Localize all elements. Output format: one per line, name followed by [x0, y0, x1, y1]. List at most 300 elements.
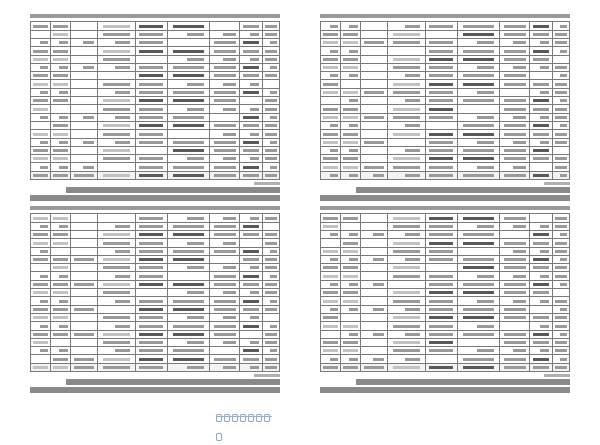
illegible-text	[214, 74, 236, 77]
illegible-text	[477, 225, 495, 228]
table-cell	[500, 155, 530, 163]
table-cell	[500, 80, 530, 88]
table-cell	[425, 222, 457, 230]
table-cell	[340, 305, 360, 313]
illegible-text	[513, 300, 525, 303]
table-row	[31, 88, 280, 96]
table-cell	[340, 264, 360, 272]
table-cell	[530, 247, 552, 255]
table-cell	[425, 280, 457, 288]
table-cell	[50, 272, 70, 280]
illegible-text	[330, 25, 338, 28]
illegible-text	[349, 283, 357, 286]
illegible-text	[429, 366, 453, 369]
table-cell	[240, 355, 262, 363]
illegible-text	[429, 300, 453, 303]
table-cell	[98, 330, 135, 338]
table-cell	[135, 30, 167, 38]
table-cell	[240, 347, 262, 355]
illegible-text	[343, 242, 357, 245]
table-cell	[31, 297, 51, 305]
illegible-text	[513, 66, 525, 69]
illegible-text	[540, 325, 549, 328]
table-cell	[340, 80, 360, 88]
table-cell	[360, 72, 387, 80]
table-cell	[240, 121, 262, 129]
illegible-text	[115, 349, 131, 352]
table-cell	[210, 138, 240, 146]
table-cell	[240, 163, 262, 171]
illegible-text	[533, 233, 549, 236]
illegible-text	[323, 225, 337, 228]
illegible-text	[173, 174, 204, 177]
table-cell	[530, 297, 552, 305]
illegible-text	[243, 74, 259, 77]
table-cell	[210, 363, 240, 371]
table-cell	[240, 55, 262, 63]
illegible-text	[250, 108, 259, 111]
table-row	[31, 272, 280, 280]
table-cell	[360, 97, 387, 105]
illegible-text	[139, 283, 163, 286]
illegible-text	[533, 124, 549, 127]
table-cell	[552, 230, 569, 238]
table-cell	[340, 163, 360, 171]
table-cell	[210, 305, 240, 313]
table-cell	[360, 230, 387, 238]
table-row	[321, 55, 570, 63]
illegible-text	[429, 341, 453, 344]
illegible-text	[429, 166, 453, 169]
table-row	[31, 47, 280, 55]
table-row	[321, 72, 570, 80]
table-cell	[70, 305, 97, 313]
table-cell	[98, 30, 135, 38]
table-cell	[262, 297, 279, 305]
table-cell	[135, 97, 167, 105]
table-cell	[500, 289, 530, 297]
illegible-text	[265, 366, 277, 369]
table-cell	[135, 171, 167, 179]
illegible-text	[83, 116, 94, 119]
table-row	[31, 239, 280, 247]
table-cell	[167, 247, 209, 255]
table-cell	[70, 313, 97, 321]
table-cell	[552, 63, 569, 71]
illegible-text	[187, 108, 205, 111]
table-row	[31, 222, 280, 230]
illegible-text	[139, 133, 163, 136]
table-cell	[70, 355, 97, 363]
table-cell	[340, 280, 360, 288]
table-cell	[388, 347, 425, 355]
table-row	[321, 97, 570, 105]
table-cell	[425, 38, 457, 46]
table-cell	[500, 347, 530, 355]
illegible-text	[533, 83, 549, 86]
table-cell	[98, 155, 135, 163]
table-cell	[167, 88, 209, 96]
table-cell	[457, 264, 499, 272]
ledger-panel-bottom-right	[312, 210, 578, 394]
table-cell	[262, 163, 279, 171]
table-cell	[167, 222, 209, 230]
illegible-text	[463, 233, 494, 236]
illegible-text	[214, 225, 236, 228]
table-row	[31, 105, 280, 113]
illegible-text	[33, 333, 47, 336]
table-cell	[210, 289, 240, 297]
table-cell	[98, 47, 135, 55]
illegible-text	[393, 41, 421, 44]
illegible-text	[323, 266, 337, 269]
table-cell	[360, 171, 387, 179]
table-cell	[70, 338, 97, 346]
illegible-text	[323, 141, 337, 144]
table-cell	[31, 130, 51, 138]
illegible-text	[429, 83, 453, 86]
illegible-text	[393, 58, 421, 61]
table-row	[31, 113, 280, 121]
illegible-text	[214, 333, 236, 336]
illegible-text	[429, 141, 453, 144]
table-cell	[210, 72, 240, 80]
illegible-text	[250, 291, 259, 294]
illegible-text	[504, 149, 526, 152]
table-cell	[457, 47, 499, 55]
table-cell	[98, 322, 135, 330]
table-cell	[457, 214, 499, 222]
table-cell	[552, 138, 569, 146]
table-cell	[360, 289, 387, 297]
illegible-text	[265, 283, 277, 286]
table-cell	[210, 297, 240, 305]
illegible-text	[349, 50, 357, 53]
table-cell	[98, 230, 135, 238]
illegible-text	[33, 291, 47, 294]
table-cell	[262, 80, 279, 88]
illegible-text	[265, 74, 277, 77]
illegible-text	[555, 275, 567, 278]
table-cell	[240, 289, 262, 297]
illegible-text	[393, 116, 421, 119]
illegible-text	[243, 41, 259, 44]
illegible-text	[270, 141, 277, 144]
illegible-text	[560, 333, 567, 336]
panel-subtitle-bar	[356, 187, 570, 193]
illegible-text	[214, 66, 236, 69]
table-cell	[500, 264, 530, 272]
illegible-text	[477, 325, 495, 328]
illegible-text	[349, 74, 357, 77]
illegible-text	[40, 41, 48, 44]
illegible-text	[223, 133, 235, 136]
illegible-text	[173, 124, 204, 127]
illegible-text	[173, 141, 204, 144]
illegible-text	[103, 358, 131, 361]
table-cell	[552, 355, 569, 363]
illegible-text	[504, 124, 526, 127]
table-cell	[340, 347, 360, 355]
illegible-text	[270, 250, 277, 253]
illegible-text	[250, 217, 259, 220]
illegible-text	[33, 83, 47, 86]
table-cell	[262, 88, 279, 96]
illegible-text	[187, 366, 205, 369]
table-cell	[457, 338, 499, 346]
illegible-text	[504, 366, 526, 369]
illegible-text	[187, 83, 205, 86]
table-row	[321, 47, 570, 55]
table-cell	[262, 264, 279, 272]
illegible-text	[243, 283, 259, 286]
table-header-row	[321, 363, 570, 371]
table-cell	[135, 113, 167, 121]
illegible-text	[53, 333, 67, 336]
illegible-text	[349, 258, 357, 261]
table-cell	[457, 247, 499, 255]
table-header-row	[321, 171, 570, 179]
illegible-text	[115, 41, 131, 44]
illegible-text	[393, 291, 421, 294]
illegible-text	[429, 157, 453, 160]
table-cell	[530, 313, 552, 321]
table-cell	[135, 146, 167, 154]
table-cell	[262, 305, 279, 313]
illegible-text	[103, 50, 131, 53]
table-cell	[167, 239, 209, 247]
illegible-text	[429, 99, 453, 102]
illegible-text	[33, 174, 47, 177]
table-cell	[70, 289, 97, 297]
table-cell	[530, 322, 552, 330]
illegible-text	[223, 217, 235, 220]
illegible-text	[243, 300, 259, 303]
table-cell	[530, 30, 552, 38]
illegible-text	[504, 283, 526, 286]
table-cell	[70, 80, 97, 88]
illegible-text	[243, 308, 259, 311]
table-cell	[552, 214, 569, 222]
table-cell	[500, 305, 530, 313]
illegible-text	[343, 291, 357, 294]
illegible-text	[250, 83, 259, 86]
table-cell	[240, 222, 262, 230]
illegible-text	[243, 358, 259, 361]
table-cell	[135, 121, 167, 129]
table-cell	[262, 239, 279, 247]
table-cell	[167, 297, 209, 305]
table-row	[321, 63, 570, 71]
table-cell	[31, 138, 51, 146]
illegible-text	[139, 116, 163, 119]
table-cell	[98, 214, 135, 222]
illegible-text	[343, 166, 357, 169]
table-cell	[530, 146, 552, 154]
table-cell	[321, 30, 341, 38]
illegible-text	[33, 149, 47, 152]
table-cell	[530, 72, 552, 80]
illegible-text	[533, 174, 549, 177]
table-cell	[457, 222, 499, 230]
table-cell	[425, 146, 457, 154]
illegible-text	[243, 50, 259, 53]
illegible-text	[214, 283, 236, 286]
table-cell	[167, 355, 209, 363]
table-cell	[50, 305, 70, 313]
illegible-text	[555, 33, 567, 36]
table-cell	[240, 322, 262, 330]
table-cell	[530, 55, 552, 63]
table-cell	[98, 171, 135, 179]
table-cell	[530, 355, 552, 363]
illegible-text	[173, 250, 204, 253]
table-cell	[457, 121, 499, 129]
illegible-text	[214, 325, 236, 328]
table-cell	[135, 247, 167, 255]
table-row	[31, 163, 280, 171]
table-row	[321, 330, 570, 338]
table-cell	[240, 113, 262, 121]
illegible-text	[393, 325, 421, 328]
illegible-text	[53, 316, 67, 319]
table-cell	[321, 138, 341, 146]
table-cell	[425, 230, 457, 238]
table-row	[31, 97, 280, 105]
table-cell	[340, 255, 360, 263]
table-row	[31, 121, 280, 129]
table-cell	[240, 239, 262, 247]
table-cell	[167, 305, 209, 313]
table-cell	[340, 230, 360, 238]
table-cell	[262, 22, 279, 30]
table-cell	[31, 355, 51, 363]
table-cell	[425, 105, 457, 113]
table-cell	[552, 22, 569, 30]
table-cell	[457, 80, 499, 88]
table-cell	[50, 105, 70, 113]
table-cell	[500, 214, 530, 222]
table-cell	[135, 38, 167, 46]
table-cell	[552, 121, 569, 129]
table-cell	[31, 247, 51, 255]
table-cell	[425, 338, 457, 346]
illegible-text	[405, 174, 421, 177]
table-cell	[388, 239, 425, 247]
illegible-text	[463, 74, 494, 77]
illegible-text	[139, 25, 163, 28]
table-cell	[50, 230, 70, 238]
table-cell	[240, 171, 262, 179]
table-cell	[70, 363, 97, 371]
illegible-text	[33, 108, 47, 111]
illegible-text	[223, 58, 235, 61]
table-cell	[530, 280, 552, 288]
illegible-text	[373, 333, 384, 336]
table-row	[31, 130, 280, 138]
table-cell	[425, 272, 457, 280]
table-cell	[321, 363, 341, 371]
table-cell	[31, 230, 51, 238]
illegible-text	[83, 141, 94, 144]
table-cell	[552, 163, 569, 171]
illegible-text	[40, 275, 48, 278]
illegible-text	[103, 333, 131, 336]
table-cell	[552, 272, 569, 280]
illegible-text	[250, 341, 259, 344]
illegible-text	[53, 83, 67, 86]
illegible-text	[555, 341, 567, 344]
table-cell	[457, 22, 499, 30]
table-cell	[530, 47, 552, 55]
table-cell	[425, 113, 457, 121]
table-cell	[98, 272, 135, 280]
illegible-text	[540, 116, 549, 119]
illegible-text	[214, 41, 236, 44]
table-cell	[31, 121, 51, 129]
illegible-text	[393, 225, 421, 228]
table-cell	[98, 247, 135, 255]
illegible-text	[364, 366, 384, 369]
illegible-text	[270, 91, 277, 94]
illegible-text	[243, 233, 259, 236]
illegible-text	[265, 258, 277, 261]
illegible-text	[214, 149, 236, 152]
table-cell	[70, 239, 97, 247]
illegible-text	[504, 174, 526, 177]
illegible-text	[59, 166, 67, 169]
panel-subtitle-bar	[66, 379, 280, 385]
table-cell	[388, 130, 425, 138]
table-cell	[530, 171, 552, 179]
illegible-text	[560, 99, 567, 102]
table-cell	[388, 155, 425, 163]
illegible-text	[53, 358, 67, 361]
illegible-text	[343, 58, 357, 61]
illegible-text	[270, 300, 277, 303]
illegible-text	[103, 149, 131, 152]
table-cell	[340, 222, 360, 230]
table-cell	[98, 305, 135, 313]
illegible-text	[243, 225, 259, 228]
table-cell	[530, 272, 552, 280]
illegible-text	[429, 349, 453, 352]
illegible-text	[393, 133, 421, 136]
illegible-text	[173, 91, 204, 94]
table-cell	[50, 239, 70, 247]
illegible-text	[59, 349, 67, 352]
table-cell	[70, 72, 97, 80]
illegible-text	[323, 366, 337, 369]
table-cell	[340, 38, 360, 46]
illegible-text	[429, 41, 453, 44]
table-cell	[135, 272, 167, 280]
table-cell	[98, 280, 135, 288]
table-cell	[135, 72, 167, 80]
illegible-text	[265, 108, 277, 111]
table-cell	[425, 305, 457, 313]
illegible-text	[74, 174, 94, 177]
table-cell	[262, 330, 279, 338]
illegible-text	[173, 349, 204, 352]
table-cell	[340, 105, 360, 113]
table-cell	[340, 138, 360, 146]
table-cell	[70, 280, 97, 288]
illegible-text	[343, 300, 357, 303]
table-cell	[50, 264, 70, 272]
table-cell	[70, 247, 97, 255]
table-cell	[240, 47, 262, 55]
